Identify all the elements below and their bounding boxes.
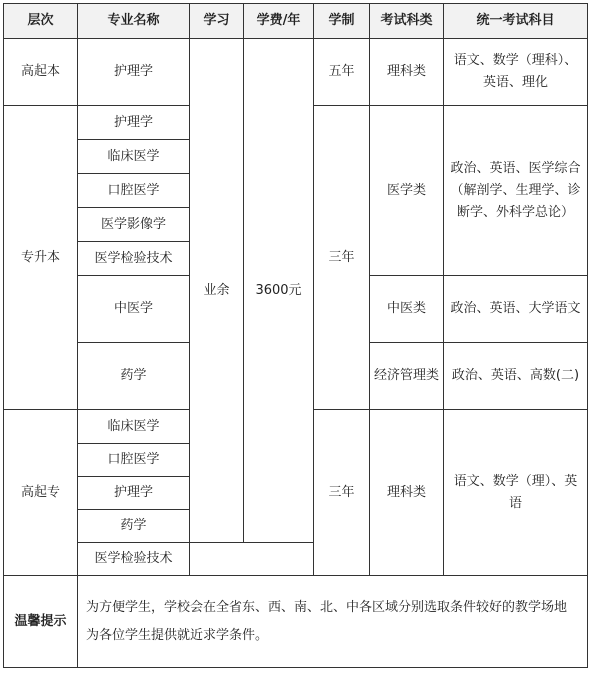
level-cell: 专升本 (4, 106, 78, 410)
study-mode-cell: 业余 (190, 39, 244, 543)
major-cell: 护理学 (78, 477, 190, 510)
subjects-cell: 语文、数学（理）、英语 (444, 410, 588, 576)
subjects-cell: 政治、英语、医学综合（解剖学、生理学、诊断学、外科学总论） (444, 106, 588, 276)
header-level: 层次 (4, 4, 78, 39)
major-cell: 护理学 (78, 106, 190, 140)
tip-text: 为方便学生，学校会在全省东、西、南、北、中各区域分别选取条件较好的教学场地为各位学生提供就近求学条件。 (78, 576, 588, 668)
tip-row (4, 576, 588, 668)
duration-cell: 三年 (314, 106, 370, 410)
header-major: 专业名称 (78, 4, 190, 39)
subjects-cell: 语文、数学（理科）、英语、理化 (444, 39, 588, 106)
major-cell: 药学 (78, 510, 190, 543)
table-row (4, 39, 588, 106)
category-cell: 理科类 (370, 39, 444, 106)
category-cell: 理科类 (370, 410, 444, 576)
header-subjects: 统一考试科目 (444, 4, 588, 39)
header-row (4, 4, 588, 39)
level-cell: 高起本 (4, 39, 78, 106)
major-cell: 护理学 (78, 39, 190, 106)
category-cell: 中医类 (370, 276, 444, 343)
major-cell: 口腔医学 (78, 444, 190, 477)
major-cell: 临床医学 (78, 140, 190, 174)
tuition-cell: 3600元 (244, 39, 314, 543)
subjects-cell: 政治、英语、高数(二) (444, 343, 588, 410)
header-study: 学习 (190, 4, 244, 39)
tip-label: 温馨提示 (4, 576, 78, 668)
major-cell: 中医学 (78, 276, 190, 343)
major-cell: 药学 (78, 343, 190, 410)
major-cell: 医学影像学 (78, 208, 190, 242)
subjects-cell: 政治、英语、大学语文 (444, 276, 588, 343)
enrollment-table (3, 3, 588, 668)
major-cell: 口腔医学 (78, 174, 190, 208)
category-cell: 医学类 (370, 106, 444, 276)
category-cell: 经济管理类 (370, 343, 444, 410)
header-category: 考试科类 (370, 4, 444, 39)
header-tuition: 学费/年 (244, 4, 314, 39)
duration-cell: 三年 (314, 410, 370, 576)
duration-cell: 五年 (314, 39, 370, 106)
major-cell: 医学检验技术 (78, 543, 190, 576)
header-duration: 学制 (314, 4, 370, 39)
major-cell: 医学检验技术 (78, 242, 190, 276)
level-cell: 高起专 (4, 410, 78, 576)
major-cell: 临床医学 (78, 410, 190, 444)
